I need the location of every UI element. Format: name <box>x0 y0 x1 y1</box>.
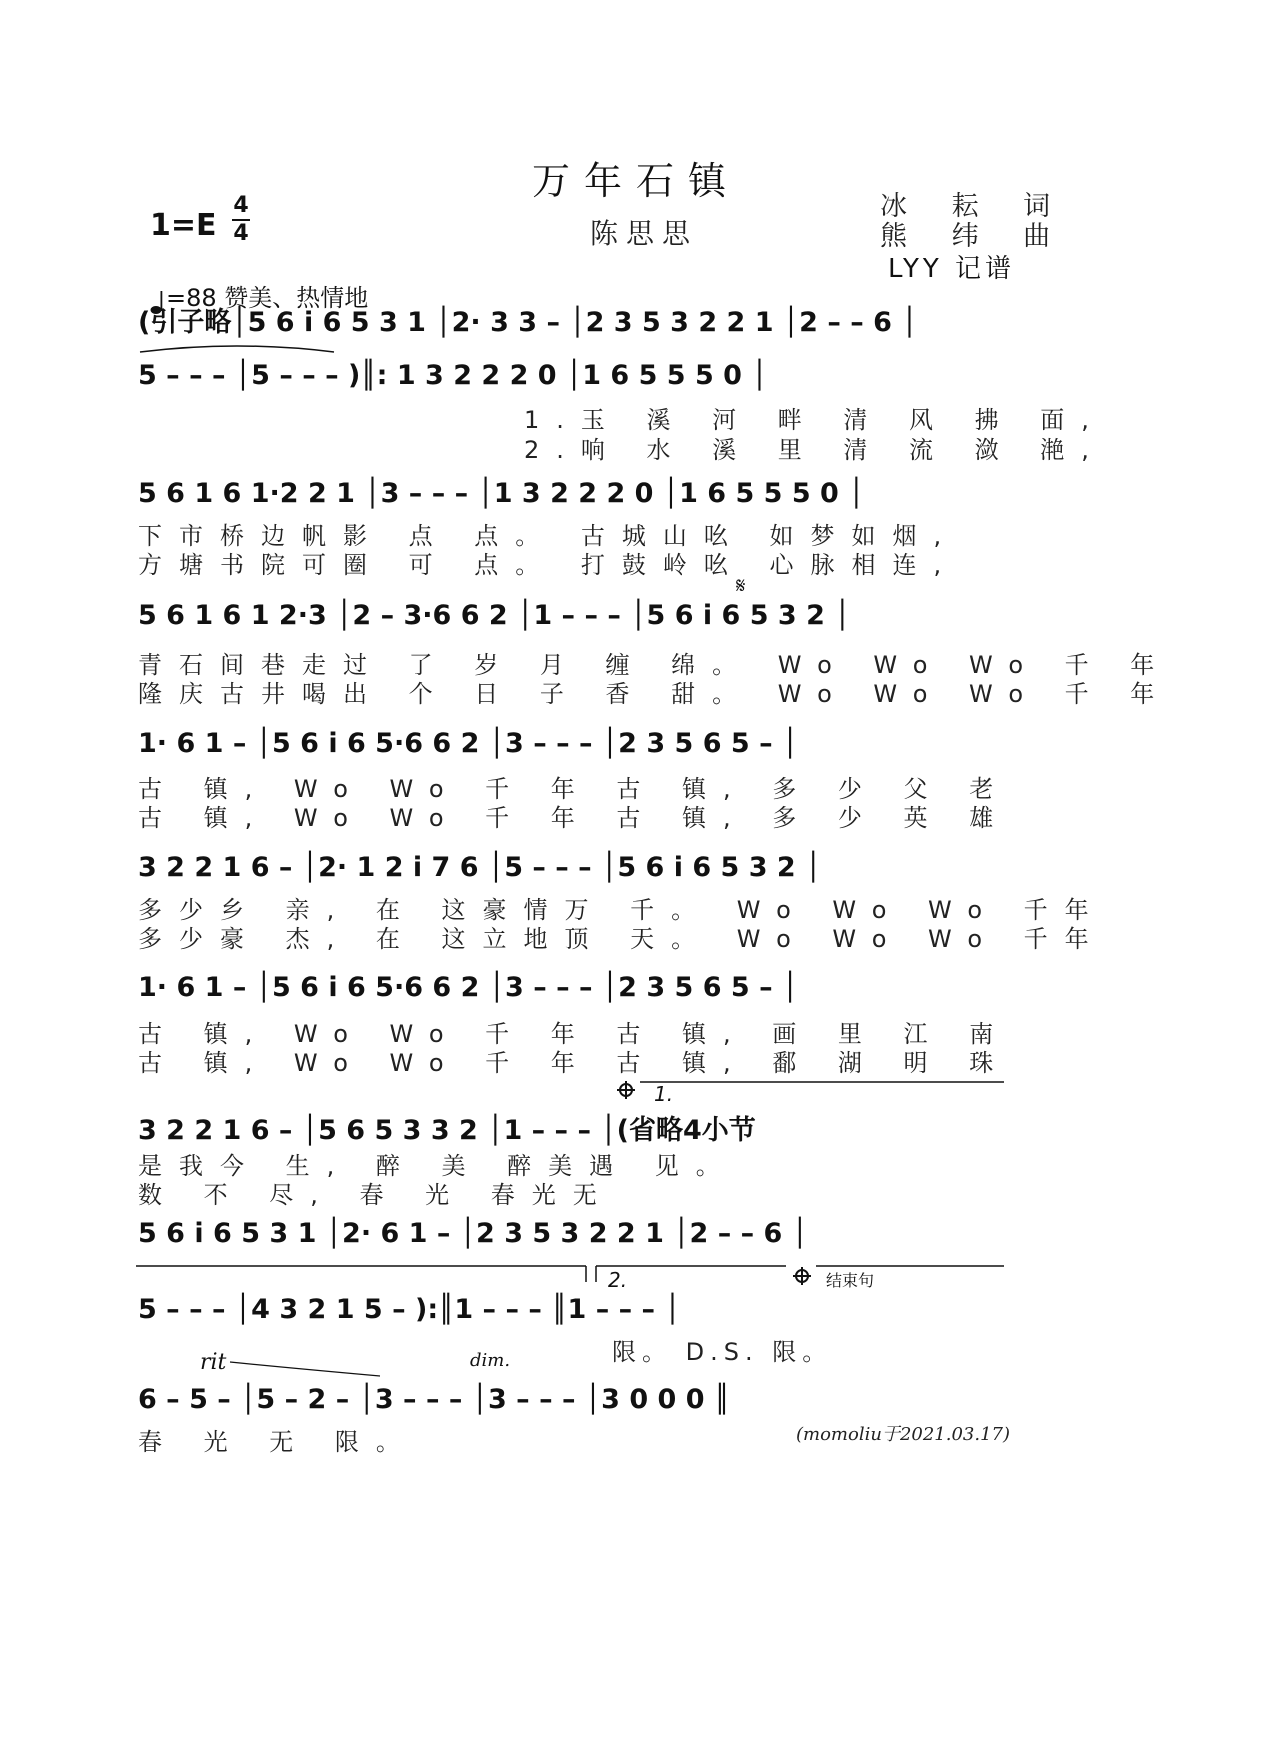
lyric-row-6-verse-1: 多少乡 亲, 在 这豪情万 千。 Wo Wo Wo 千年 <box>138 896 1106 924</box>
tempo-text: =88 赞美、热情地 <box>166 284 369 312</box>
lyric-row-4-verse-1: 青石间巷走过 了 岁 月 缠 绵。 Wo Wo Wo 千 年 <box>138 651 1172 679</box>
score-row-2: 5 – – – │5 – – – )║: 1 3 2 2 2 0 │1 6 5 5 5 0 │ <box>138 360 768 391</box>
lyric-row-7-verse-1: 古 镇, Wo Wo 千 年 古 镇, 画 里 江 南 <box>138 1020 1011 1048</box>
score-row-11: 6 – 5 – │5 – 2 – │3 – – – │3 – – – │3 0 0 0 ║ <box>138 1384 731 1415</box>
lyric-row-4-verse-2: 隆庆古井喝出 个 日 子 香 甜。 Wo Wo Wo 千 年 <box>138 680 1172 708</box>
score-row-1: (引子略│5 6 i 6 5 3 1 │2· 3 3 – │2 3 5 3 2 2 1 │2 – – 6 │ <box>138 307 918 338</box>
score-row-10: 5 – – – │4 3 2 1 5 – ):║1 – – – ║1 – – – │ <box>138 1294 681 1325</box>
segno-icon: 𝄋 <box>736 574 746 599</box>
time-bottom: 4 <box>233 221 249 246</box>
key-signature: 1=E <box>150 208 217 243</box>
dim-marking: dim. <box>470 1350 511 1371</box>
composer-credit: 熊 纬 曲 <box>880 221 1069 252</box>
lyric-row-5-verse-2: 古 镇, Wo Wo 千 年 古 镇, 多 少 英 雄 <box>138 804 1011 832</box>
lyric-row-2-verse-2: 2.响 水 溪 里 清 流 潋 滟, <box>524 436 1106 464</box>
song-title: 万年石镇 <box>531 159 740 203</box>
time-top: 4 <box>233 193 249 218</box>
lyricist-credit: 冰 耘 词 <box>880 191 1069 222</box>
lyric-row-7-verse-2: 古 镇, Wo Wo 千 年 古 镇, 鄱 湖 明 珠 <box>138 1049 1011 1077</box>
transcriber-credit: LYY 记谱 <box>888 254 1016 284</box>
lyric-row-10: 限。 D.S. 限。 <box>612 1338 833 1366</box>
lyric-row-11: 春 光 无 限。 <box>138 1428 417 1456</box>
score-row-9: 5 6 i 6 5 3 1 │2· 6 1 – │2 3 5 3 2 2 1 │2 – – 6 │ <box>138 1218 808 1249</box>
volta-2-label: 2. <box>608 1268 628 1292</box>
score-row-8: 3 2 2 1 6 – │5 6 5 3 3 2 │1 – – – │(省略4小节 <box>138 1115 756 1146</box>
volta-1-label: 1. <box>654 1082 674 1106</box>
signature-text: (momoliu于2021.03.17) <box>796 1424 1011 1445</box>
lyric-row-3-verse-1: 下市桥边帆影 点 点。 古城山吆 如梦如烟, <box>138 522 959 550</box>
score-row-7: 1· 6 1 – │5 6 i 6 5·6 6 2 │3 – – – │2 3 5 6 5 – │ <box>138 972 799 1003</box>
lyric-row-5-verse-1: 古 镇, Wo Wo 千 年 古 镇, 多 少 父 老 <box>138 775 1011 803</box>
score-row-3: 5 6 1 6 1·2 2 1 │3 – – – │1 3 2 2 2 0 │1 6 5 5 5 0 │ <box>138 478 865 509</box>
score-row-6: 3 2 2 1 6 – │2· 1 2 i 7 6 │5 – – – │5 6 i 6 5 3 2 │ <box>138 852 822 883</box>
lyric-row-2-verse-1: 1.玉 溪 河 畔 清 风 拂 面, <box>524 406 1106 434</box>
score-row-5: 1· 6 1 – │5 6 i 6 5·6 6 2 │3 – – – │2 3 5 6 5 – │ <box>138 728 799 759</box>
ending-label: 结束句 <box>826 1271 875 1290</box>
lyric-row-6-verse-2: 多少豪 杰, 在 这立地顶 天。 Wo Wo Wo 千年 <box>138 925 1106 953</box>
lyric-row-3-verse-2: 方塘书院可圈 可 点。 打鼓岭吆 心脉相连, <box>138 551 959 579</box>
lyric-row-8-verse-2: 数 不 尽, 春 光 春光无 <box>138 1181 614 1209</box>
singer-name: 陈思思 <box>590 217 699 250</box>
rit-marking: rit <box>200 1350 227 1375</box>
score-row-4: 5 6 1 6 1 2·3 │2 – 3·6 6 2 │1 – – – │5 6 i 6 5 3 2 │ <box>138 600 851 631</box>
lyric-row-8-verse-1: 是我今 生, 醉 美 醉美遇 见。 <box>138 1152 737 1180</box>
